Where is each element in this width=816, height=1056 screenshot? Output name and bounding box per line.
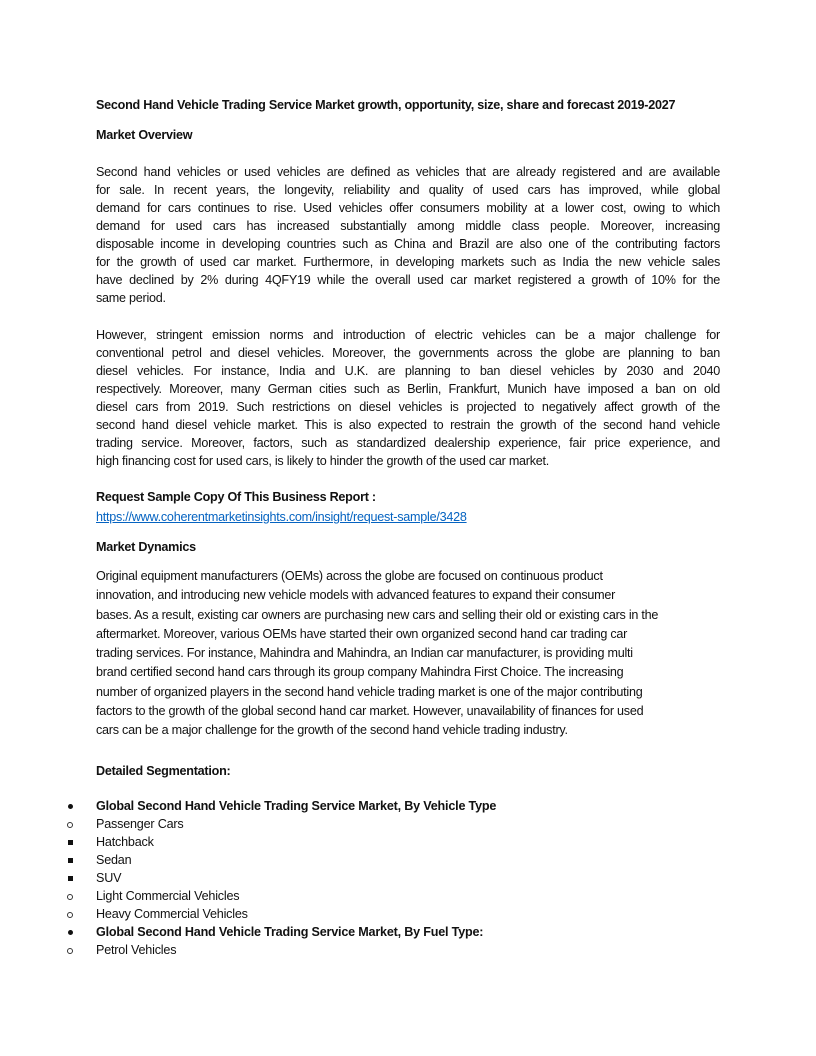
segment-label: SUV xyxy=(96,871,122,885)
square-bullet-icon xyxy=(68,840,73,845)
paragraph-line: diesel vehicles. For instance, India and U.K. are planning to ban diesel vehicles by 2030 and 2040 xyxy=(96,364,720,378)
detailed-segmentation-heading: Detailed Segmentation: xyxy=(96,764,231,778)
paragraph-line: demand for used cars has increased substantially among middle class people. Moreover, increasing xyxy=(96,219,720,233)
request-sample-label: Request Sample Copy Of This Business Report : xyxy=(96,490,376,504)
paragraph-line: for the growth of used car market. Furthermore, in developing markets such as India the new vehicle sales xyxy=(96,255,720,269)
paragraph-line: brand certified second hand cars through its group company Mahindra First Choice. The increasing xyxy=(96,665,624,680)
paragraph-line: bases. As a result, existing car owners are purchasing new cars and selling their old or existing cars in the xyxy=(96,607,659,622)
segment-label: Heavy Commercial Vehicles xyxy=(96,907,248,921)
market-overview-heading: Market Overview xyxy=(96,128,193,142)
overview-paragraph-1 xyxy=(96,163,720,307)
request-sample-link[interactable]: https://www.coherentmarketinsights.com/insight/request-sample/3428 xyxy=(96,510,467,524)
paragraph-line: aftermarket. Moreover, various OEMs have started their own organized second hand car trading car xyxy=(96,626,628,641)
paragraph-line: Original equipment manufacturers (OEMs) across the globe are focused on continuous product xyxy=(96,569,603,583)
paragraph-line: factors to the growth of the global second hand car market. However, unavailability of finances for used xyxy=(96,704,644,719)
market-dynamics-heading: Market Dynamics xyxy=(96,540,196,554)
paragraph-line: have declined by 2% during 4QFY19 while the overall used car market registered a growth of 10% for the xyxy=(96,273,720,287)
paragraph-line: trading service. Moreover, factors, such as standardized dealership experience, fair price experience, and xyxy=(96,436,720,450)
paragraph-line: demand for cars continues to rise. Used vehicles offer consumers mobility at a lower cost, owing to which xyxy=(96,201,720,215)
segment-label: Passenger Cars xyxy=(96,817,184,831)
circle-bullet-icon xyxy=(67,894,73,900)
segment-label: Light Commercial Vehicles xyxy=(96,889,240,903)
segment-label: Sedan xyxy=(96,853,132,867)
document-title: Second Hand Vehicle Trading Service Market growth, opportunity, size, share and forecast 2019-2027 xyxy=(96,98,676,112)
circle-bullet-icon xyxy=(67,912,73,918)
paragraph-line: respectively. Moreover, many German cities such as Berlin, Frankfurt, Munich have imposed a ban on old xyxy=(96,382,720,396)
bullet-icon xyxy=(68,804,73,809)
paragraph-line: number of organized players in the second hand vehicle trading market is one of the major contributing xyxy=(96,684,643,699)
paragraph-line: innovation, and introducing new vehicle models with advanced features to expand their consumer xyxy=(96,588,616,603)
overview-paragraph-2 xyxy=(96,326,720,470)
segment-label: Petrol Vehicles xyxy=(96,943,177,957)
paragraph-line: However, stringent emission norms and introduction of electric vehicles can be a major challenge for xyxy=(96,328,720,342)
paragraph-line: second hand diesel vehicle market. This is also expected to restrain the growth of the second hand vehicle xyxy=(96,418,720,432)
paragraph-line: disposable income in developing countries such as China and Brazil are also one of the contributing factors xyxy=(96,237,720,251)
paragraph-line: same period. xyxy=(96,291,166,305)
paragraph-line: Second hand vehicles or used vehicles are defined as vehicles that are already registered and are available xyxy=(96,165,720,179)
dynamics-paragraph xyxy=(96,567,720,741)
segment-label: Global Second Hand Vehicle Trading Service Market, By Vehicle Type xyxy=(96,799,497,813)
circle-bullet-icon xyxy=(67,822,73,828)
square-bullet-icon xyxy=(68,858,73,863)
paragraph-line: high financing cost for used cars, is likely to hinder the growth of the used car market. xyxy=(96,454,550,468)
square-bullet-icon xyxy=(68,876,73,881)
segment-label: Hatchback xyxy=(96,835,154,849)
paragraph-line: for sale. In recent years, the longevity, reliability and quality of used cars has improved, while global xyxy=(96,183,720,197)
paragraph-line: conventional petrol and diesel vehicles. Moreover, the governments across the globe are planning to ban xyxy=(96,346,720,360)
paragraph-line: diesel cars from 2019. Such restrictions on diesel vehicles is projected to negatively affect growth of the xyxy=(96,400,720,414)
paragraph-line: trading services. For instance, Mahindra and Mahindra, an Indian car manufacturer, is providing multi xyxy=(96,646,633,661)
bullet-icon xyxy=(68,930,73,935)
segment-label: Global Second Hand Vehicle Trading Service Market, By Fuel Type: xyxy=(96,925,484,939)
circle-bullet-icon xyxy=(67,948,73,954)
paragraph-line: cars can be a major challenge for the growth of the second hand vehicle trading industry. xyxy=(96,723,568,738)
